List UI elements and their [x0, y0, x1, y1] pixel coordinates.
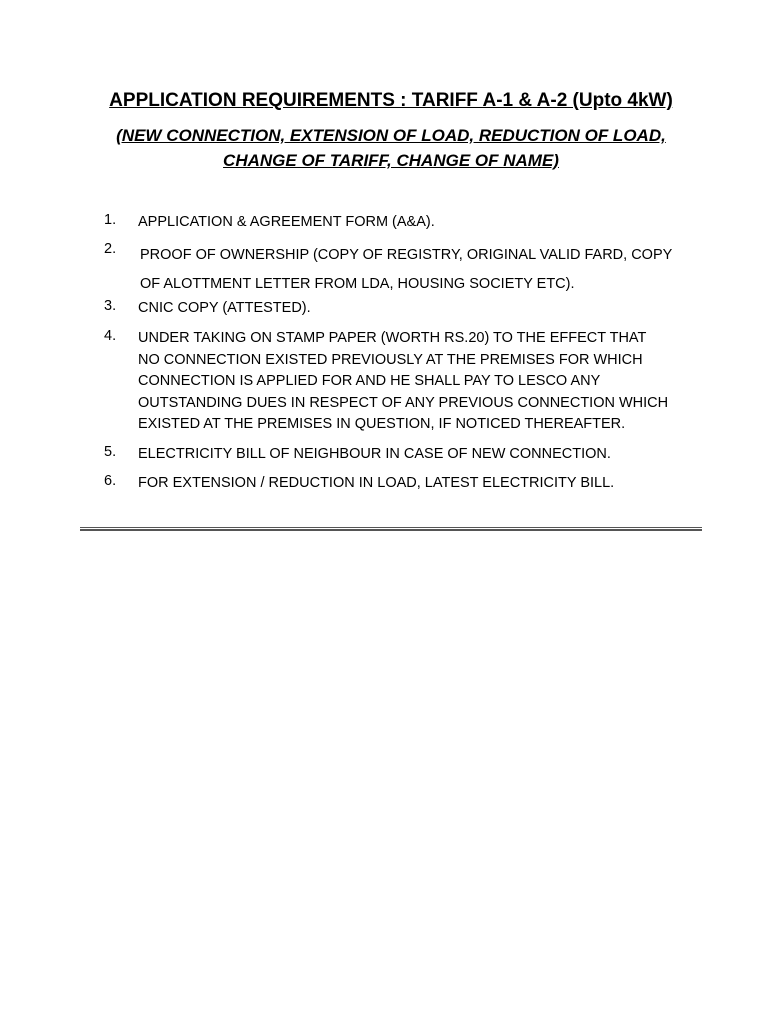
requirement-number: 5.: [104, 444, 117, 460]
double-rule-divider: [80, 527, 702, 531]
requirement-text: FOR EXTENSION / REDUCTION IN LOAD, LATEST ELECTRICITY BILL.: [138, 475, 615, 491]
requirement-text: APPLICATION & AGREEMENT FORM (A&A).: [138, 214, 435, 230]
document-subtitle-line-2: CHANGE OF TARIFF, CHANGE OF NAME): [223, 151, 559, 170]
requirement-number: 4.: [104, 328, 117, 344]
requirement-number: 1.: [104, 212, 117, 228]
requirement-text: CNIC COPY (ATTESTED).: [138, 300, 311, 316]
requirement-number: 3.: [104, 298, 117, 314]
requirement-number: 6.: [104, 473, 117, 489]
requirement-number: 2.: [104, 241, 117, 257]
requirement-text: PROOF OF OWNERSHIP (COPY OF REGISTRY, ORIGINAL VALID FARD, COPY OF ALOTTMENT LETTER FROM LDA, HOUSING SOCIETY ETC).: [140, 247, 673, 292]
requirement-text: ELECTRICITY BILL OF NEIGHBOUR IN CASE OF NEW CONNECTION.: [138, 446, 611, 462]
requirement-text: UNDER TAKING ON STAMP PAPER (WORTH RS.20) TO THE EFFECT THAT NO CONNECTION EXISTED PREVIOUSLY AT THE PREMISES FOR WHICH CONNECTION IS APPLIED FOR AND HE SHALL PAY TO LESCO ANY OUTSTANDING DUES IN RESPECT OF ANY PREVIOUS CONNECTION WHICH EXISTED AT THE PREMISES IN QUESTION, IF NOTICED THEREAFTER.: [138, 330, 669, 432]
document-subtitle-line-1: (NEW CONNECTION, EXTENSION OF LOAD, REDUCTION OF LOAD,: [116, 126, 666, 145]
document-title: APPLICATION REQUIREMENTS : TARIFF A-1 & A-2 (Upto 4kW): [109, 90, 673, 111]
